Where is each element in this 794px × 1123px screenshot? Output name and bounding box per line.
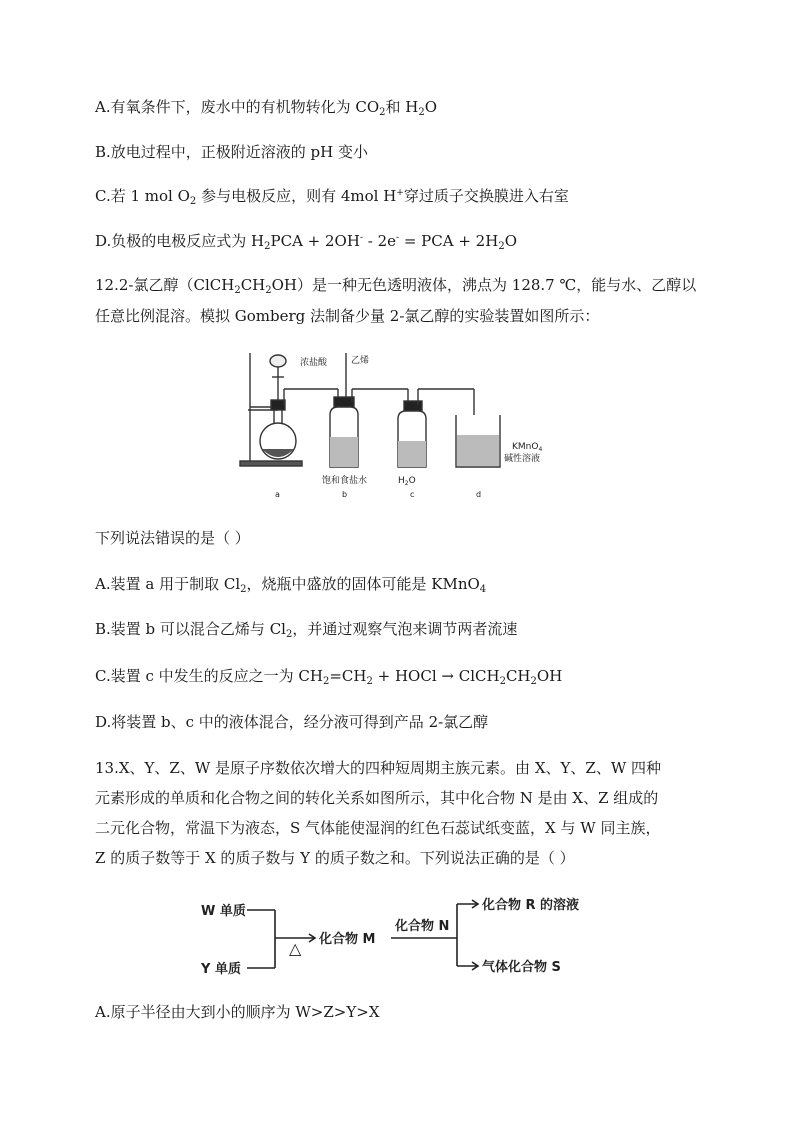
- q12-option-b: B.装置 b 可以混合乙烯与 $Cl_2$，并通过观察气泡来调节两者流速: [95, 620, 518, 640]
- label-alkaline: 碱性溶液: [504, 454, 541, 464]
- q12-option-c: C.装置 c 中发生的反应之一为 $CH_2=CH_2$ + HOCl → $ClCH_2CH_2OH$: [95, 667, 563, 687]
- label-c: c: [410, 490, 415, 499]
- q11-option-b: B.放电过程中，正极附近溶液的 pH 变小: [95, 143, 369, 161]
- y-element: Y 单质: [201, 962, 241, 977]
- compound-s: 气体化合物 S: [482, 960, 561, 975]
- apparatus-figure: [238, 345, 558, 505]
- q12-option-a: A.装置 a 用于制取 $Cl_2$，烧瓶中盛放的固体可能是 KMnO$_4$: [95, 575, 487, 595]
- stand-base: [240, 461, 302, 466]
- w-element: W 单质: [201, 904, 246, 919]
- q12-option-d: D.将装置 b、c 中的液体混合，经分液可得到产品 2-氯乙醇: [95, 713, 489, 731]
- label-a: a: [275, 490, 280, 499]
- q13-stem-line3: 二元化合物，常温下为液态，S 气体能使湿润的红色石蕊试纸变蓝，X 与 W 同主族，: [95, 819, 661, 837]
- heat-symbol: △: [289, 939, 302, 958]
- separatory-funnel: [270, 355, 286, 367]
- q13-stem-line4: Z 的质子数等于 X 的质子数与 Y 的质子数之和。下列说法正确的是（ ）: [95, 849, 575, 867]
- q13-stem-line1: 13.X、Y、Z、W 是原子序数依次增大的四种短周期主族元素。由 X、Y、Z、W 四种: [95, 759, 662, 777]
- label-brine: 饱和食盐水: [322, 476, 368, 486]
- q12-question: 下列说法错误的是（ ）: [95, 529, 250, 547]
- label-ethylene: 乙烯: [351, 356, 370, 366]
- label-water: $H_2O$: [398, 476, 416, 487]
- flask-stopper-a: [271, 400, 285, 410]
- q12-stem-line1: 12.2-氯乙醇$(ClCH_2CH_2OH)$是一种无色透明液体，沸点为 128.7 ℃，能与水、乙醇以: [95, 276, 697, 296]
- compound-r: 化合物 R 的溶液: [482, 898, 580, 913]
- q13-stem-line2: 元素形成的单质和化合物之间的转化关系如图所示，其中化合物 N 是由 X、Z 组成的: [95, 789, 659, 807]
- label-b: b: [342, 490, 348, 499]
- compound-n: 化合物 N: [395, 919, 450, 934]
- q12-stem-line2: 任意比例混溶。模拟 Gomberg 法制备少量 2-氯乙醇的实验装置如图所示：: [95, 307, 600, 325]
- stopper-b: [334, 397, 354, 407]
- label-d: d: [476, 490, 482, 499]
- stopper-c: [404, 401, 422, 411]
- conversion-diagram: [195, 890, 615, 980]
- q13-option-a: A.原子半径由大到小的顺序为 W>Z>Y>X: [95, 1003, 380, 1021]
- q11-option-a: A.有氧条件下，废水中的有机物转化为 $CO_2$和 $H_2O$: [95, 98, 438, 118]
- label-hcl: 浓盐酸: [300, 358, 328, 368]
- label-kmno4: KMnO$_4$: [512, 442, 543, 453]
- q11-option-c: C.若 1 mol $O_2$ 参与电极反应，则有 4mol H+穿过质子交换膜进入右室: [95, 187, 569, 207]
- compound-m: 化合物 M: [319, 932, 376, 947]
- q11-option-d: D.负极的电极反应式为 $H_2PCA + 2OH^- - 2e^-$ = PCA + $2H_2O$: [95, 232, 517, 252]
